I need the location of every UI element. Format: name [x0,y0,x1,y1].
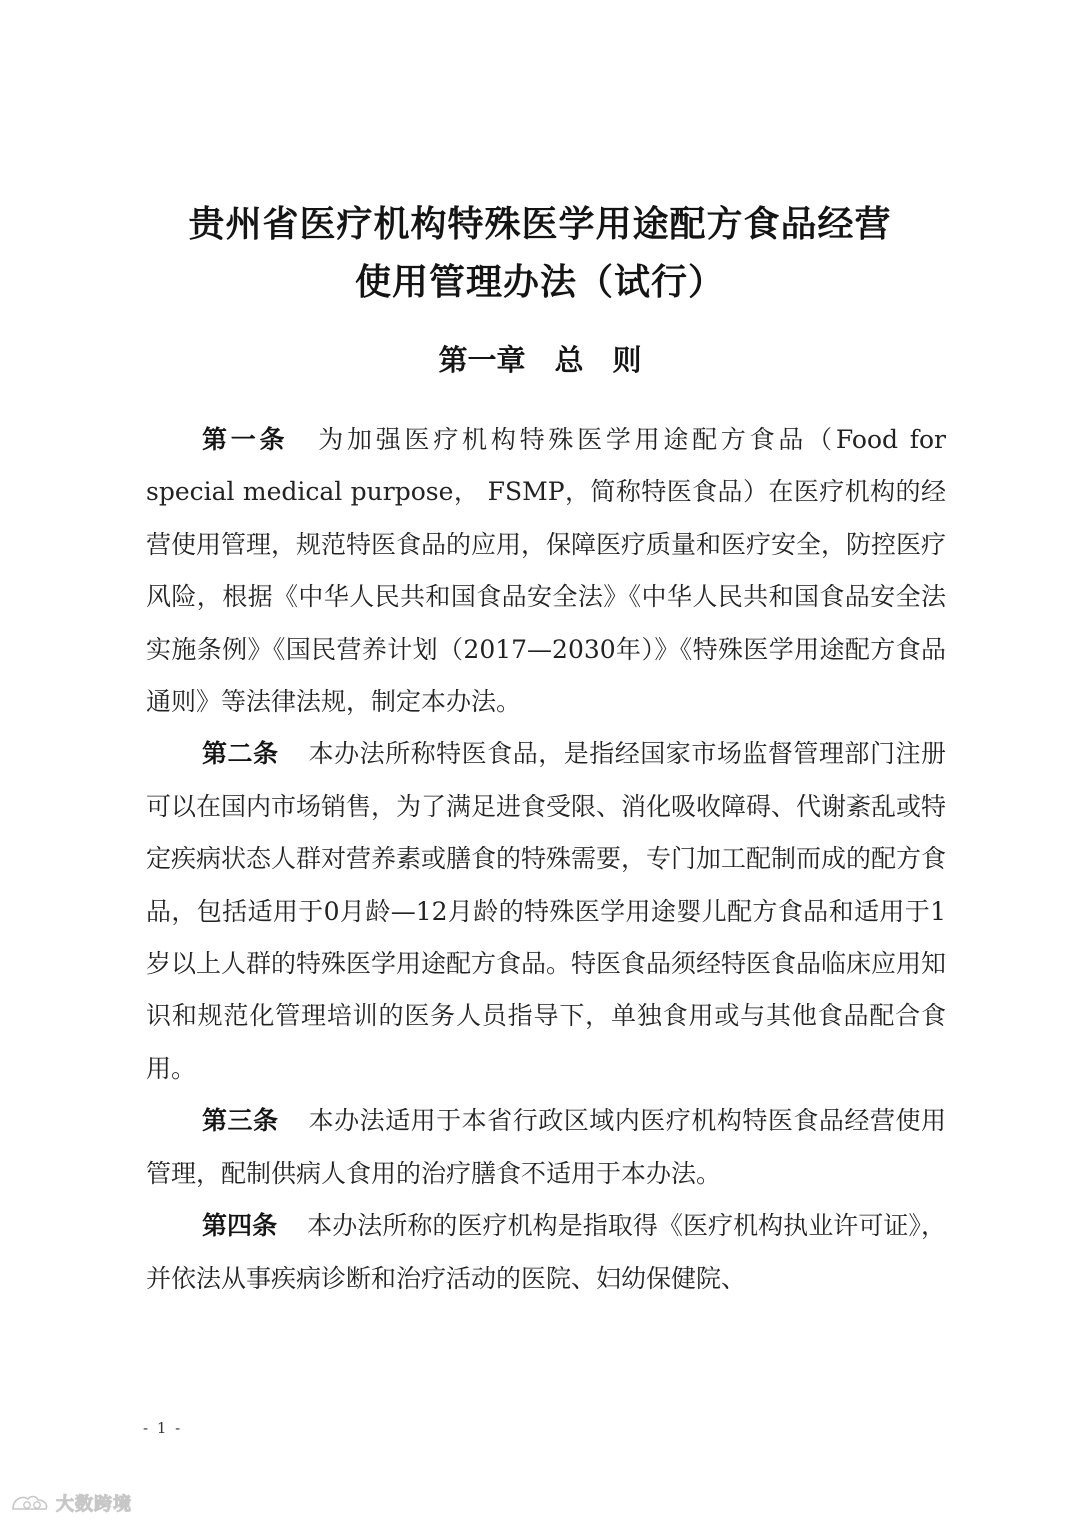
article-text: 为加强医疗机构特殊医学用途配方食品（Food for special medical purpose， FSMP，简称特医食品）在医疗机构的经营使用管理，规范特医食品的应用，保障医疗质量和医疗安全，防控医疗风险，根据《中华人民共和国食品安全法》《中华人民共和国食品安全法实施条例》《国民营养计划（2017—2030年）》《特殊医学用途配方食品通则》等法律法规，制定本办法。 [146,425,947,717]
article-text: 本办法适用于本省行政区域内医疗机构特医食品经营使用管理，配制供病人食用的治疗膳食不适用于本办法。 [146,1106,946,1188]
article-number: 第二条 [202,739,279,769]
document-body [146,414,946,1305]
chapter-heading: 第一章 总 则 [438,343,642,377]
watermark-text: 大数跨境 [56,1494,132,1515]
article-paragraph [146,1200,946,1305]
watermark [10,1490,132,1516]
article-paragraph [146,1095,946,1200]
article-number: 第一条 [202,425,289,454]
document-title-line-1: 贵州省医疗机构特殊医学用途配方食品经营 [188,204,892,245]
article-text: 本办法所称特医食品，是指经国家市场监督管理部门注册可以在国内市场销售，为了满足进食受限、消化吸收障碍、代谢紊乱或特定疾病状态人群对营养素或膳食的特殊需要，专门加工配制而成的配方食品，包括适用于0月龄—12月龄的特殊医学用途婴儿配方食品和适用于1岁以上人群的特殊医学用途配方食品。特医食品须经特医食品临床应用知识和规范化管理培训的医务人员指导下，单独食用或与其他食品配合食用。 [146,739,947,1083]
document-title-line-2: 使用管理办法（试行） [354,262,725,303]
article-text: 本办法所称的医疗机构是指取得《医疗机构执业许可证》，并依法从事疾病诊断和治疗活动的医院、妇幼保健院、 [146,1211,946,1293]
article-number: 第三条 [202,1106,279,1136]
article-number: 第四条 [202,1211,278,1241]
article-paragraph [146,728,946,1095]
article-paragraph [146,414,946,728]
logo-icon [10,1491,52,1515]
page-number: - 1 - [143,1419,183,1437]
